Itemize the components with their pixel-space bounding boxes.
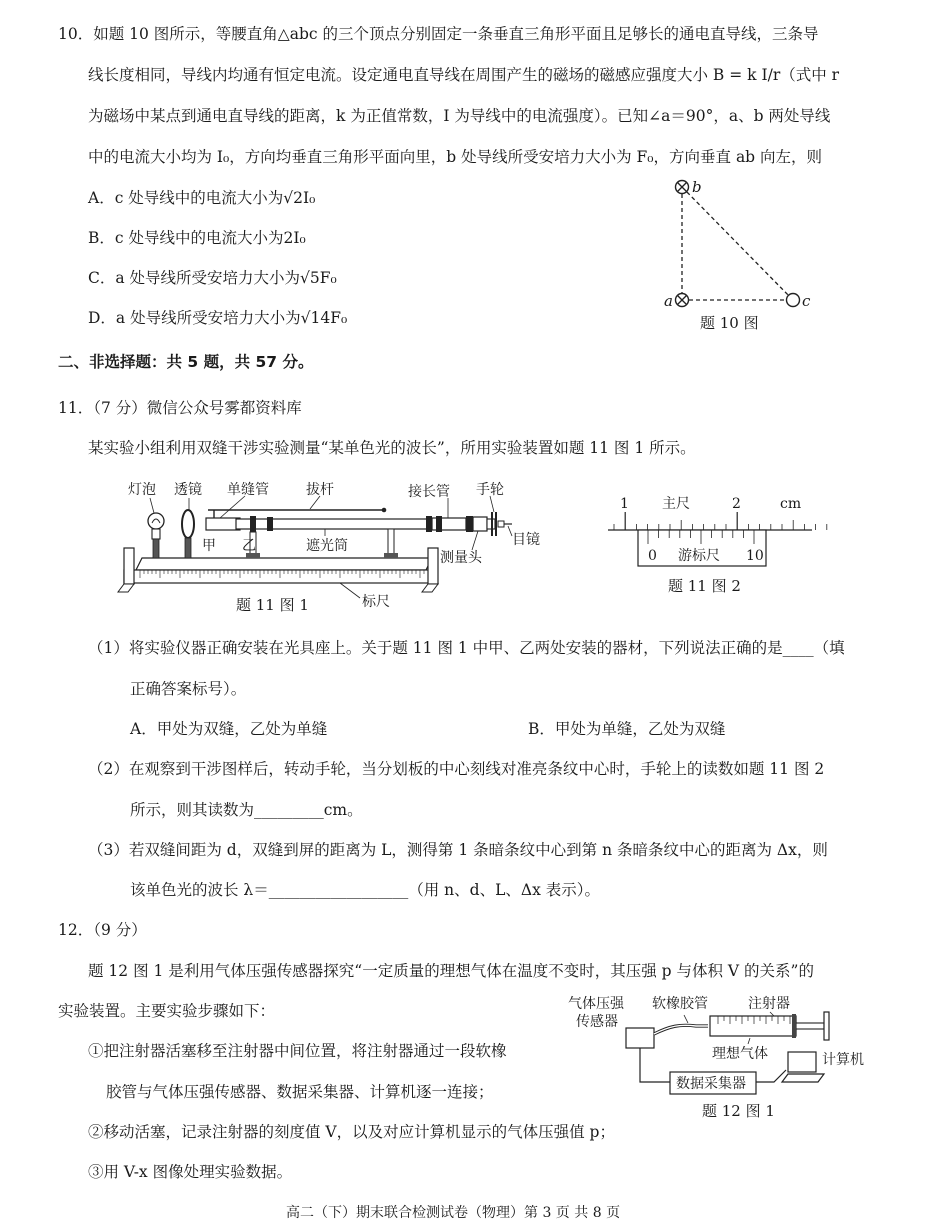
- fig11-label-rod: 拔杆: [306, 482, 334, 498]
- wire-c-icon: [787, 294, 800, 307]
- section-2-heading: 二、非选择题：共 5 题，共 57 分。: [58, 353, 314, 371]
- q12-intro-line-1: 题 12 图 1 是利用气体压强传感器探究“一定质量的理想气体在温度不变时，其压强 p 与体积 V 的关系”的: [88, 962, 814, 980]
- q12-step3: ③用 V-x 图像处理实验数据。: [88, 1163, 293, 1181]
- fig11-2-label-main-scale: 主尺: [662, 496, 690, 512]
- fig12-label-sensor-2: 传感器: [576, 1014, 618, 1030]
- fig11-label-lamp: 灯泡: [128, 482, 156, 498]
- q11-part3-line-2: 该单色光的波长 λ＝__________________（用 n、d、L、Δx 表示）。: [130, 881, 600, 899]
- q10-line-2: 线长度相同，导线内均通有恒定电流。设定通电直导线在周围产生的磁场的磁感应强度大小 B = k I/r（式中 r: [88, 66, 840, 84]
- fig11-label-extension-tube: 接长管: [408, 484, 450, 500]
- wire-a-into-page-icon: [676, 294, 689, 307]
- fig11-label-single-slit-tube: 单缝管: [227, 482, 269, 498]
- wire-b-into-page-icon: [676, 181, 689, 194]
- q11-figure-1: [110, 478, 560, 623]
- fig10-label-a: a: [664, 292, 673, 310]
- q12-header: 12．（9 分）: [58, 921, 147, 939]
- fig10-label-c: c: [802, 292, 811, 310]
- fig11-label-lens: 透镜: [174, 482, 202, 498]
- q12-figure: [560, 990, 890, 1130]
- fig11-label-handwheel: 手轮: [476, 482, 504, 498]
- fig11-1-caption: 题 11 图 1: [236, 596, 309, 614]
- fig11-2-tick-2: 2: [732, 496, 741, 512]
- fig11-label-yi: 乙: [242, 538, 256, 554]
- q11-part1-line-2: 正确答案标号）。: [130, 680, 247, 698]
- fig12-label-syringe: 注射器: [748, 996, 790, 1012]
- fig11-2-tick-1: 1: [620, 496, 629, 512]
- fig11-label-shade-tube: 遮光筒: [306, 538, 348, 554]
- fig10-label-b: b: [692, 178, 702, 196]
- pressure-sensor-box: [626, 1028, 654, 1048]
- q10-line-3: 为磁场中某点到通电直导线的距离，k 为正值常数，I 为导线中的电流强度）。已知∠a＝90°，a、b 两处导线: [88, 107, 831, 125]
- fig12-label-sensor-1: 气体压强: [568, 996, 624, 1012]
- fig11-2-label-vernier: 游标尺: [678, 548, 720, 564]
- q11-part3-line-1: （3）若双缝间距为 d，双缝到屏的距离为 L，测得第 1 条暗条纹中心到第 n 条暗条纹中心的距离为 Δx，则: [88, 841, 828, 859]
- fig11-label-scale: 标尺: [362, 594, 390, 610]
- q11-part1-option-a: A．甲处为双缝，乙处为单缝: [130, 720, 328, 738]
- q11-figure-2: [600, 490, 830, 605]
- fig11-2-caption: 题 11 图 2: [668, 577, 741, 595]
- fig12-label-computer: 计算机: [822, 1052, 864, 1068]
- page-footer: 高二（下）期末联合检测试卷（物理）第 3 页 共 8 页: [286, 1205, 621, 1221]
- q11-part2-line-2: 所示，则其读数为_________cm。: [130, 801, 363, 819]
- q11-part2-line-1: （2）在观察到干涉图样后，转动手轮，当分划板的中心刻线对准亮条纹中心时，手轮上的读数如题 11 图 2: [88, 760, 825, 778]
- fig10-caption: 题 10 图: [700, 314, 759, 332]
- lamp-icon: [148, 513, 164, 529]
- fig12-caption: 题 12 图 1: [702, 1102, 775, 1120]
- q10-option-a: A．c 处导线中的电流大小为√2I₀: [88, 189, 316, 207]
- fig12-label-ideal-gas: 理想气体: [712, 1046, 768, 1062]
- q10-figure: [650, 172, 840, 342]
- q12-step1-line-2: 胶管与气体压强传感器、数据采集器、计算机逐一连接；: [106, 1083, 494, 1101]
- q10-option-c: C．a 处导线所受安培力大小为√5F₀: [88, 269, 337, 287]
- q10-line-4: 中的电流大小均为 I₀，方向均垂直三角形平面向里，b 处导线所受安培力大小为 F₀，方向垂直 ab 向左，则: [88, 148, 823, 166]
- q10-option-b: B．c 处导线中的电流大小为2I₀: [88, 229, 306, 247]
- fig12-label-collector: 数据采集器: [676, 1076, 746, 1092]
- fig11-2-unit: cm: [780, 496, 802, 512]
- laptop-computer-icon: [782, 1052, 824, 1082]
- q12-step1-line-1: ①把注射器活塞移至注射器中间位置，将注射器通过一段软橡: [88, 1042, 507, 1060]
- fig11-2-vernier-10: 10: [746, 548, 764, 564]
- syringe-icon: [710, 1016, 796, 1036]
- fig11-label-jia: 甲: [202, 538, 216, 554]
- fig11-label-eyepiece: 目镜: [512, 532, 540, 548]
- main-scale-ticks: [614, 512, 827, 530]
- fig12-label-tube: 软橡胶管: [652, 996, 708, 1012]
- q10-option-d: D．a 处导线所受安培力大小为√14F₀: [88, 309, 348, 327]
- q11-intro: 某实验小组利用双缝干涉实验测量“某单色光的波长”，所用实验装置如题 11 图 1 所示。: [88, 439, 696, 457]
- q11-header: 11．（7 分）微信公众号雾都资料库: [58, 399, 302, 417]
- q11-part1-option-b: B．甲处为单缝，乙处为双缝: [528, 720, 726, 738]
- fig11-2-vernier-0: 0: [648, 548, 657, 564]
- lens-icon: [182, 510, 194, 538]
- fig11-label-measuring-head: 测量头: [440, 550, 482, 566]
- q10-line-1: 10．如题 10 图所示，等腰直角△abc 的三个顶点分别固定一条垂直三角形平面且足够长的通电直导线，三条导: [58, 25, 819, 43]
- q12-intro-line-2: 实验装置。主要实验步骤如下：: [58, 1002, 276, 1020]
- q12-step2: ②移动活塞，记录注射器的刻度值 V，以及对应计算机显示的气体压强值 p；: [88, 1123, 615, 1141]
- q11-part1-line-1: （1）将实验仪器正确安装在光具座上。关于题 11 图 1 中甲、乙两处安装的器材，下列说法正确的是____（填: [88, 639, 845, 657]
